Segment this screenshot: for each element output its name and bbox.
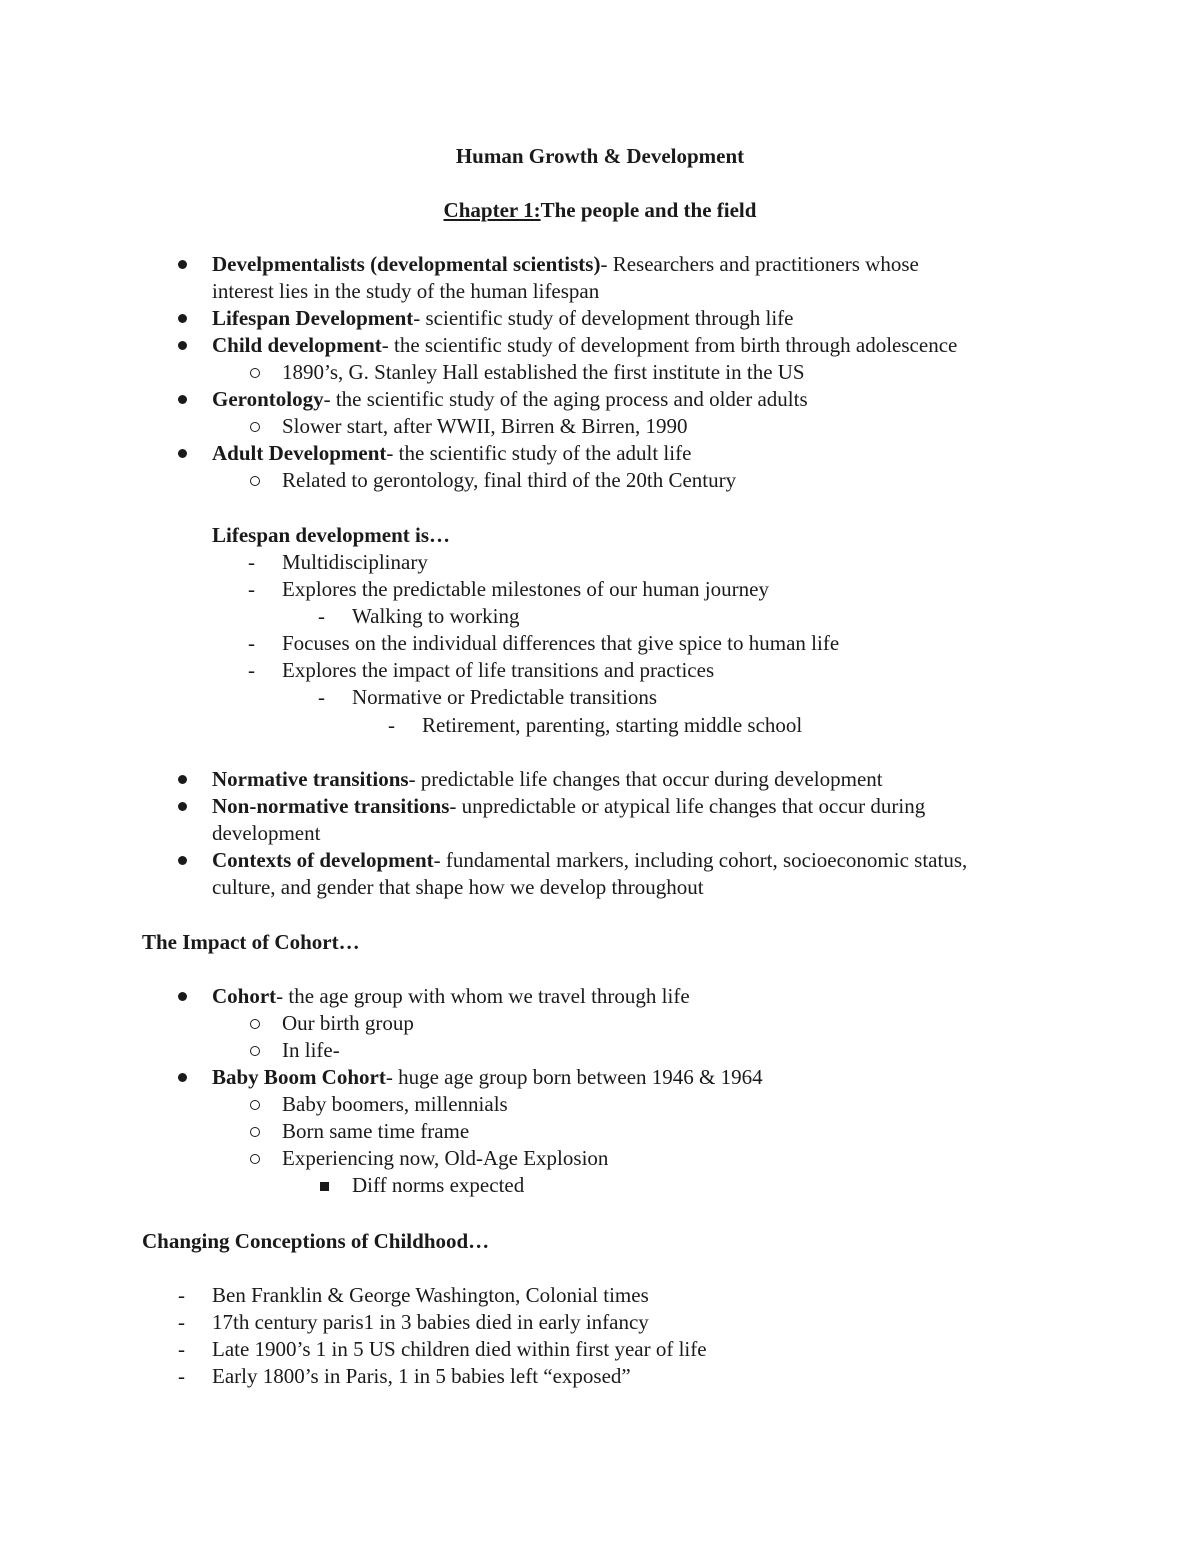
list-item: Cohort- the age group with whom we travel through life (212, 984, 690, 1008)
circle-bullet-icon (250, 368, 260, 378)
dash-item: Normative or Predictable transitions (352, 685, 658, 709)
dash-item: Explores the impact of life transitions and practices (282, 658, 715, 682)
dash-marker: - (248, 631, 255, 655)
sub-sub-item: Diff norms expected (352, 1173, 525, 1197)
lifespan-heading: Lifespan development is… (212, 523, 451, 547)
dash-item: Walking to working (352, 604, 520, 628)
dash-marker: - (318, 604, 325, 628)
list-item: Gerontology- the scientific study of the aging process and older adults (212, 387, 808, 411)
sub-item: Baby boomers, millennials (282, 1092, 508, 1116)
dash-marker: - (178, 1283, 185, 1307)
sub-item: Born same time frame (282, 1119, 470, 1143)
bullet-icon (178, 449, 187, 458)
list-item: Contexts of development- fundamental markers, including cohort, socioeconomic status, (212, 848, 968, 872)
dash-marker: - (318, 685, 325, 709)
list-item-continued: interest lies in the study of the human lifespan (212, 279, 600, 303)
dash-marker: - (248, 658, 255, 682)
sub-item: 1890’s, G. Stanley Hall established the first institute in the US (282, 360, 805, 384)
sub-item: Our birth group (282, 1011, 414, 1035)
bullet-icon (178, 802, 187, 811)
dash-item: 17th century paris1 in 3 babies died in early infancy (212, 1310, 649, 1334)
circle-bullet-icon (250, 476, 260, 486)
document-title: Human Growth & Development (455, 144, 745, 168)
dash-marker: - (388, 713, 395, 737)
circle-bullet-icon (250, 1127, 260, 1137)
bullet-icon (178, 260, 187, 269)
sub-item: Related to gerontology, final third of the 20th Century (282, 468, 737, 492)
bullet-icon (178, 341, 187, 350)
dash-item: Focuses on the individual differences that give spice to human life (282, 631, 840, 655)
circle-bullet-icon (250, 1046, 260, 1056)
chapter-title: The people and the field (540, 198, 757, 222)
list-item: Baby Boom Cohort- huge age group born between 1946 & 1964 (212, 1065, 763, 1089)
dash-item: Multidisciplinary (282, 550, 428, 574)
sub-item: Experiencing now, Old-Age Explosion (282, 1146, 609, 1170)
dash-item: Early 1800’s in Paris, 1 in 5 babies left “exposed” (212, 1364, 631, 1388)
dash-item: Explores the predictable milestones of our human journey (282, 577, 769, 601)
list-item-continued: culture, and gender that shape how we develop throughout (212, 875, 704, 899)
dash-marker: - (248, 550, 255, 574)
dash-marker: - (248, 577, 255, 601)
bullet-icon (178, 992, 187, 1001)
dash-item: Late 1900’s 1 in 5 US children died within first year of life (212, 1337, 707, 1361)
dash-item: Ben Franklin & George Washington, Colonial times (212, 1283, 649, 1307)
circle-bullet-icon (250, 1154, 260, 1164)
list-item: Adult Development- the scientific study of the adult life (212, 441, 692, 465)
bullet-icon (178, 775, 187, 784)
circle-bullet-icon (250, 1019, 260, 1029)
childhood-heading: Changing Conceptions of Childhood… (142, 1229, 490, 1253)
list-item: Develpmentalists (developmental scientists)- Researchers and practitioners whose (212, 252, 919, 276)
square-bullet-icon (320, 1182, 329, 1191)
bullet-icon (178, 395, 187, 404)
list-item: Child development- the scientific study of development from birth through adolescence (212, 333, 958, 357)
dash-item: Retirement, parenting, starting middle school (422, 713, 803, 737)
sub-item: Slower start, after WWII, Birren & Birren, 1990 (282, 414, 688, 438)
bullet-icon (178, 314, 187, 323)
list-item: Lifespan Development- scientific study of development through life (212, 306, 794, 330)
sub-item: In life- (282, 1038, 340, 1062)
chapter-label: Chapter 1: (443, 198, 541, 222)
bullet-icon (178, 856, 187, 865)
bullet-icon (178, 1073, 187, 1082)
chapter-heading (0, 198, 1200, 223)
list-item-continued: development (212, 821, 321, 845)
cohort-heading: The Impact of Cohort… (142, 930, 360, 954)
list-item: Normative transitions- predictable life changes that occur during development (212, 767, 883, 791)
dash-marker: - (178, 1310, 185, 1334)
dash-marker: - (178, 1364, 185, 1388)
dash-marker: - (178, 1337, 185, 1361)
circle-bullet-icon (250, 422, 260, 432)
list-item: Non-normative transitions- unpredictable or atypical life changes that occur during (212, 794, 926, 818)
circle-bullet-icon (250, 1100, 260, 1110)
